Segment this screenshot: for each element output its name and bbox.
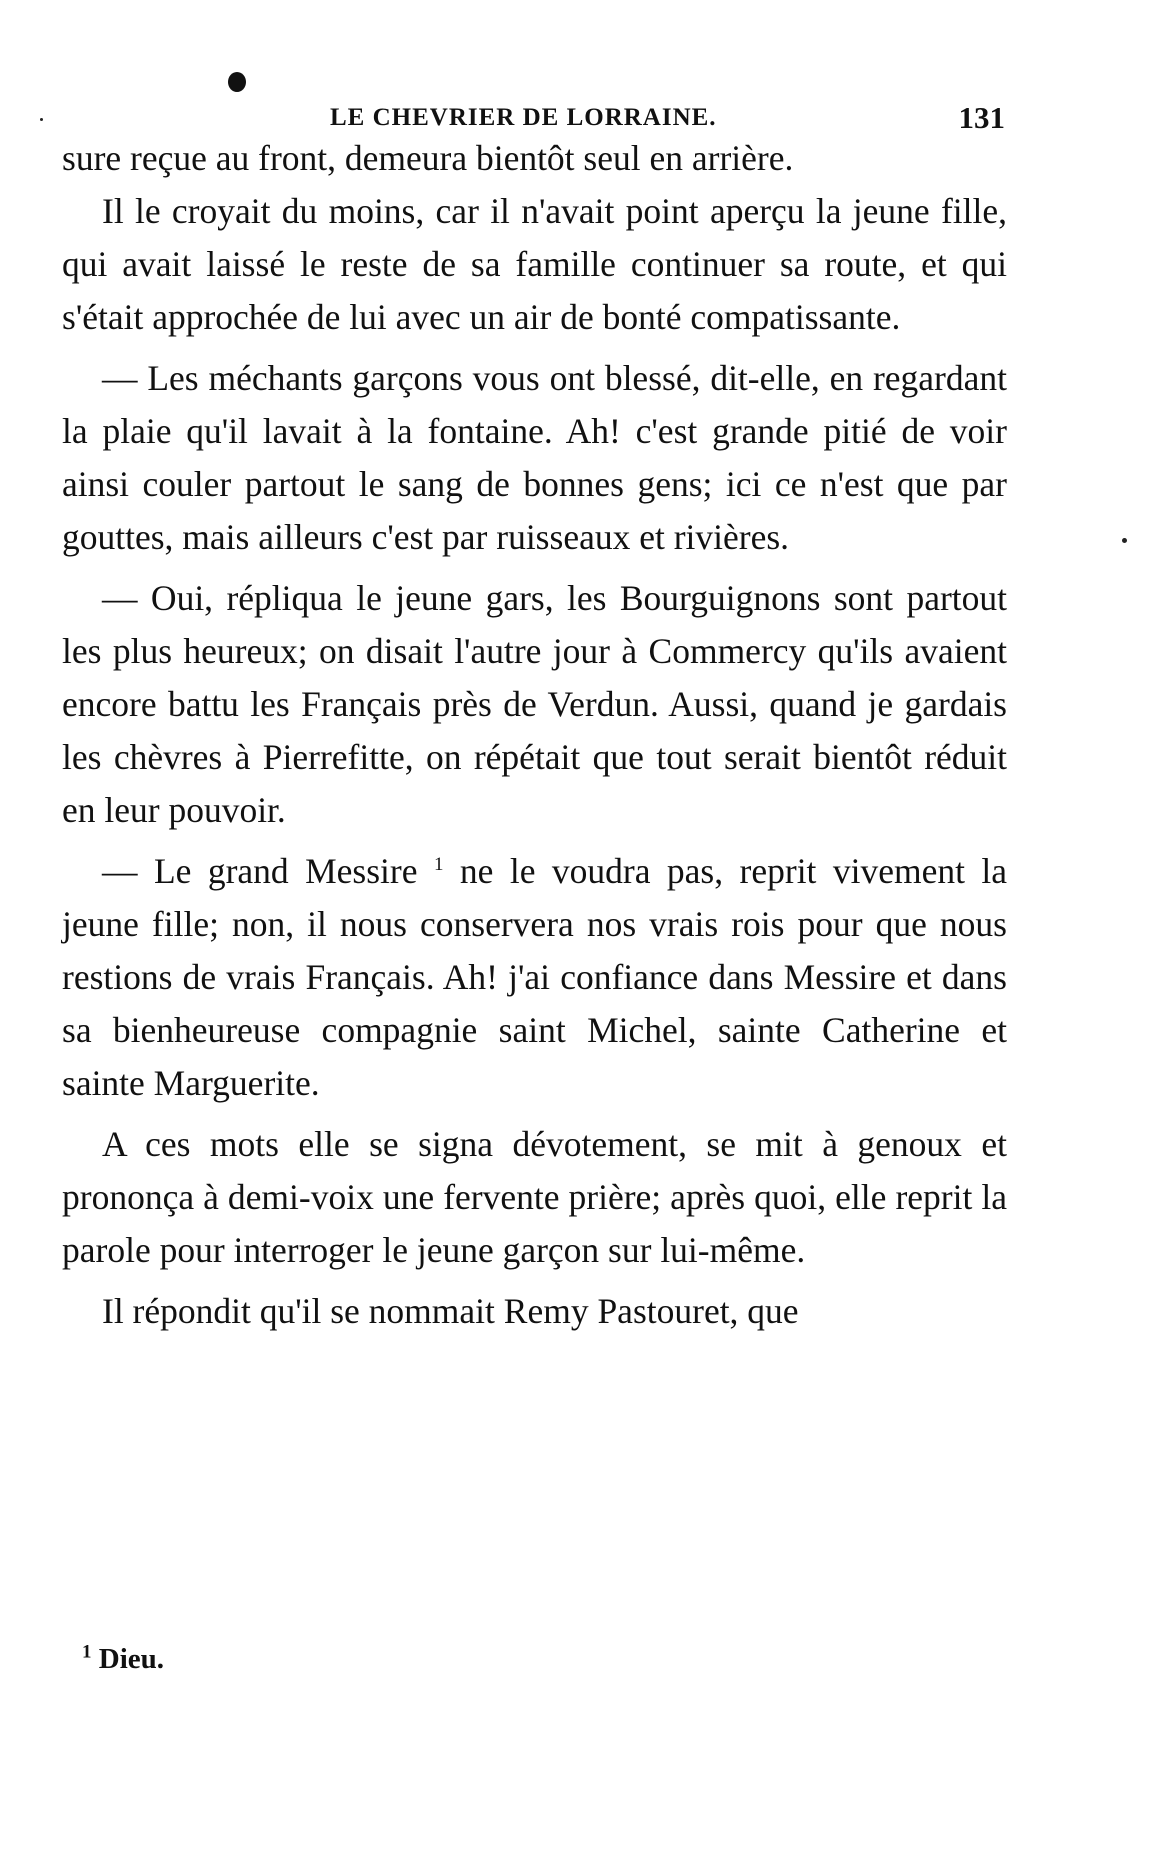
body-text [62,132,1007,1338]
paragraph: Il le croyait du moins, car il n'avait point aperçu la jeune fille, qui avait laissé le reste de sa famille continuer sa route, et qui s'était approchée de lui avec un air de bonté compatissante. [62,191,1007,337]
paragraph: — Les méchants garçons vous ont blessé, dit-elle, en regardant la plaie qu'il lavait à la fontaine. Ah! c'est grande pitié de voir ainsi couler partout le sang de bonnes gens; ici ce n'est que par gouttes, mais ailleurs c'est par ruisseaux et rivières. [62,358,1007,557]
paragraph: Il répondit qu'il se nommait Remy Pastouret, que [102,1291,799,1331]
ink-speck [1122,538,1127,543]
running-title: LE CHEVRIER DE LORRAINE. [330,104,717,131]
paragraph-start: — Le grand Messire [102,851,418,891]
paragraph-rest: ne le voudra pas, reprit vivement la jeune fille; non, il nous conservera nos vrais rois pour que nous restions de vrais Français. Ah! j'ai confiance dans Messire et dans sa bienheureuse compagnie saint Michel, sainte Catherine et sainte Marguerite. [62,851,1008,1103]
footnote-text: Dieu. [98,1643,164,1675]
paragraph [62,845,1007,1110]
paragraph: — Oui, répliqua le jeune gars, les Bourguignons sont partout les plus heureux; on disait l'autre jour à Commercy qu'ils avaient encore battu les Français près de Verdun. Aussi, quand je gardais les chèvres à Pierrefitte, on répétait que tout serait bientôt réduit en leur pouvoir. [62,578,1007,830]
ink-speck [40,118,43,121]
footnote [82,1643,164,1676]
footnote-number: 1 [82,1641,92,1663]
ink-blot [228,72,246,92]
page-number: 131 [958,100,1005,135]
paragraph: sure reçue au front, demeura bientôt seul en arrière. [62,138,794,178]
footnote-marker: 1 [433,854,444,876]
paragraph: A ces mots elle se signa dévotement, se mit à genoux et prononça à demi-voix une fervente prière; après quoi, elle reprit la parole pour interroger le jeune garçon sur lui-même. [62,1124,1007,1270]
